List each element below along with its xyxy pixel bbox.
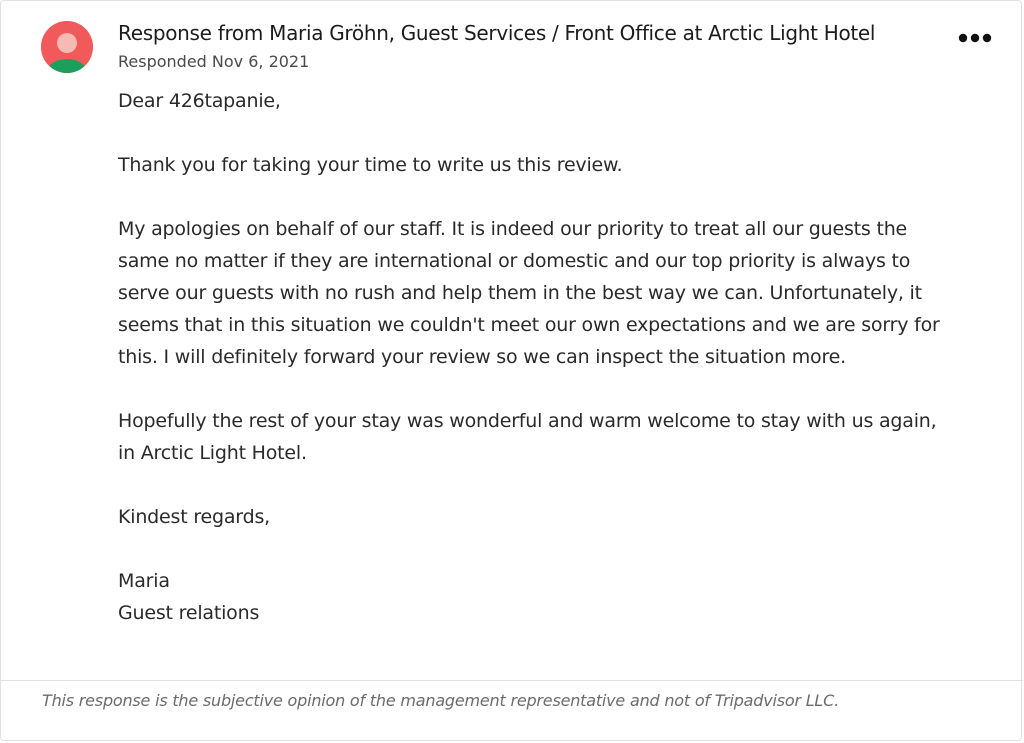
response-date: Responded Nov 6, 2021 xyxy=(118,52,310,71)
response-paragraph: Thank you for taking your time to write us this review. xyxy=(118,154,623,176)
signature-name: Maria xyxy=(118,570,170,592)
response-closing: Kindest regards, xyxy=(118,506,270,528)
response-paragraph: My apologies on behalf of our staff. It is indeed our priority to treat all our guests the same no matter if they are international or domestic and our top priority is always to serve our guests with no rush and help them in the best way we can. Unfortunately, it seems that in this situation we couldn't meet our own expectations and we are sorry for this. I will definitely forward your review so we can inspect the situation more. xyxy=(118,218,940,368)
signature-title: Guest relations xyxy=(118,602,260,624)
response-paragraph: Hopefully the rest of your stay was wonderful and warm welcome to stay with us again, in Arctic Light Hotel. xyxy=(118,410,937,464)
response-signature xyxy=(118,565,948,629)
user-avatar-icon[interactable] xyxy=(41,21,93,73)
response-body xyxy=(118,85,948,629)
disclaimer-text: This response is the subjective opinion of the management representative and not of Tripadvisor LLC. xyxy=(42,691,840,710)
more-horizontal-icon xyxy=(957,32,993,44)
response-greeting: Dear 426tapanie, xyxy=(118,90,281,112)
response-author-line: Response from Maria Gröhn, Guest Services / Front Office at Arctic Light Hotel xyxy=(118,21,876,45)
response-footer xyxy=(1,680,1023,742)
more-options-button[interactable] xyxy=(953,23,997,53)
